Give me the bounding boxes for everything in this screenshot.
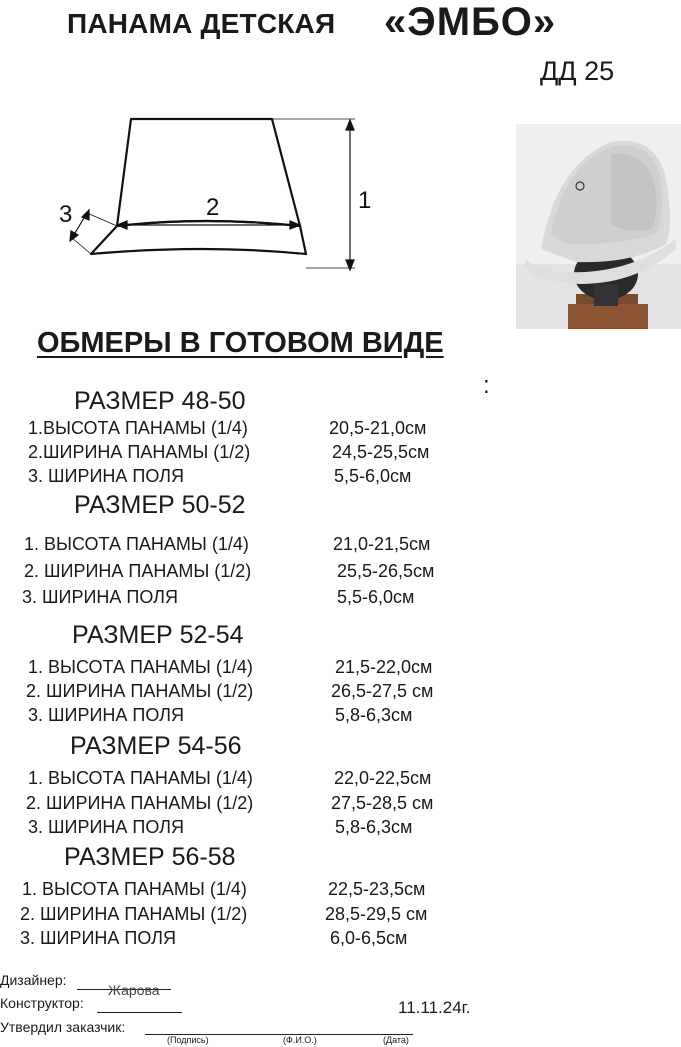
- size-row-value: 22,0-22,5см: [334, 768, 432, 788]
- size-row-label: 1. ВЫСОТА ПАНАМЫ (1/4): [28, 657, 253, 677]
- size-row-value: 22,5-23,5см: [328, 879, 426, 899]
- constructor-label: Конструктор:: [0, 995, 84, 1011]
- white-bucket-hat-photo-icon: [516, 124, 681, 329]
- approved-label: Утвердил заказчик:: [0, 1019, 126, 1035]
- size-row-value: 26,5-27,5 см: [331, 681, 434, 701]
- size-row-label: 1. ВЫСОТА ПАНАМЫ (1/4): [28, 768, 253, 788]
- size-row-value: 21,0-21,5см: [333, 534, 431, 554]
- size-row-label: 3. ШИРИНА ПОЛЯ: [28, 466, 184, 486]
- measurements-heading: ОБМЕРЫ В ГОТОВОМ ВИДЕ: [37, 327, 444, 359]
- size-row-value: 5,8-6,3см: [335, 705, 413, 725]
- designer-name: Жарова: [108, 982, 160, 998]
- product-photo: [516, 124, 681, 329]
- size-row-value: 5,8-6,3см: [335, 817, 413, 837]
- size-row-label: 3. ШИРИНА ПОЛЯ: [20, 928, 176, 948]
- size-row-value: 28,5-29,5 см: [325, 904, 428, 924]
- stray-colon: :: [483, 372, 490, 399]
- size-title: РАЗМЕР 52-54: [72, 621, 244, 649]
- model-name: «ЭМБО»: [384, 0, 557, 44]
- size-row-label: 1. ВЫСОТА ПАНАМЫ (1/4): [22, 879, 247, 899]
- arrow-head: [346, 260, 354, 270]
- size-row-value: 25,5-26,5см: [337, 561, 435, 581]
- size-row-value: 5,5-6,0см: [334, 466, 412, 486]
- size-row-label: 2.ШИРИНА ПАНАМЫ (1/2): [28, 442, 251, 462]
- size-row-label: 1. ВЫСОТА ПАНАМЫ (1/4): [24, 534, 249, 554]
- extension-line: [72, 238, 91, 254]
- caption-name: (Ф.И.О.): [283, 1035, 317, 1045]
- document-date: 11.11.24г.: [398, 998, 471, 1017]
- document-title: ПАНАМА ДЕТСКАЯ: [67, 8, 336, 39]
- constructor-line: [97, 1012, 182, 1013]
- size-row-label: 2. ШИРИНА ПАНАМЫ (1/2): [26, 793, 254, 813]
- size-row-value: 21,5-22,0см: [335, 657, 433, 677]
- size-row-label: 3. ШИРИНА ПОЛЯ: [28, 705, 184, 725]
- size-row-label: 2. ШИРИНА ПАНАМЫ (1/2): [24, 561, 252, 581]
- size-title: РАЗМЕР 54-56: [70, 732, 242, 760]
- designer-label: Дизайнер:: [0, 972, 67, 988]
- size-row-value: 20,5-21,0см: [329, 418, 427, 438]
- caption-signature: (Подпись): [167, 1035, 209, 1045]
- size-row-value: 6,0-6,5см: [330, 928, 408, 948]
- size-row-label: 1.ВЫСОТА ПАНАМЫ (1/4): [28, 418, 248, 438]
- diagram-label-1: 1: [358, 187, 372, 214]
- size-row-value: 27,5-28,5 см: [331, 793, 434, 813]
- caption-date: (Дата): [383, 1035, 409, 1045]
- size-row-label: 3. ШИРИНА ПОЛЯ: [22, 587, 178, 607]
- size-row-label: 3. ШИРИНА ПОЛЯ: [28, 817, 184, 837]
- size-row-value: 24,5-25,5см: [332, 442, 430, 462]
- size-row-value: 5,5-6,0см: [337, 587, 415, 607]
- size-title: РАЗМЕР 50-52: [74, 491, 246, 519]
- diagram-label-2: 2: [206, 194, 220, 221]
- diagram-label-3: 3: [59, 201, 73, 228]
- size-title: РАЗМЕР 56-58: [64, 843, 236, 871]
- size-row-label: 2. ШИРИНА ПАНАМЫ (1/2): [26, 681, 254, 701]
- size-title: РАЗМЕР 48-50: [74, 387, 246, 415]
- model-code: ДД 25: [540, 56, 615, 86]
- size-row-label: 2. ШИРИНА ПАНАМЫ (1/2): [20, 904, 248, 924]
- arrow-head: [346, 120, 354, 130]
- measurement-diagram: [55, 112, 385, 277]
- extension-line: [87, 213, 117, 226]
